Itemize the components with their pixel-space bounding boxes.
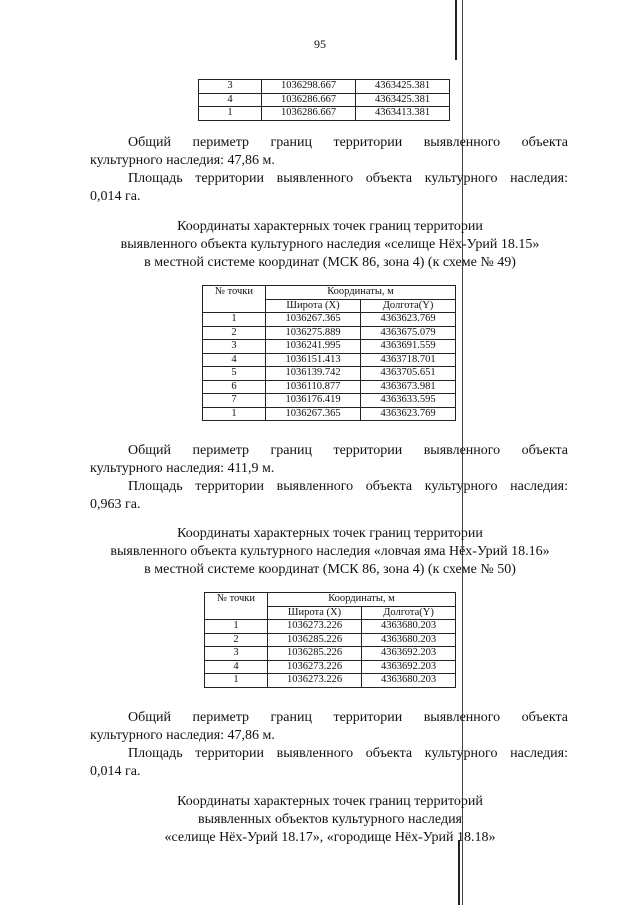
point-cell: 1	[205, 674, 268, 688]
latitude-cell: 1036110.877	[266, 380, 361, 394]
latitude-cell: 1036273.226	[268, 660, 362, 674]
perimeter-text-cont: культурного наследия: 47,86 м.	[90, 728, 275, 743]
longitude-cell: 4363718.701	[361, 353, 456, 367]
heading-line: выявленных объектов культурного наследия	[198, 812, 462, 827]
section-heading-2	[60, 525, 600, 579]
point-cell: 3	[203, 340, 266, 354]
point-cell: 4	[205, 660, 268, 674]
area-text-cont: 0,014 га.	[90, 764, 141, 779]
longitude-cell: 4363673.981	[361, 380, 456, 394]
perimeter-text: Общий периметр границ территории выявленного объекта	[128, 443, 568, 458]
section-heading-1	[60, 218, 600, 272]
heading-line: Координаты характерных точек границ территории	[177, 219, 483, 234]
latitude-cell: 1036298.667	[262, 80, 356, 94]
summary-block-3	[90, 709, 568, 781]
table-row	[205, 660, 456, 674]
longitude-cell: 4363425.381	[356, 80, 450, 94]
point-cell: 7	[203, 394, 266, 408]
header-latitude: Широта (X)	[266, 299, 361, 313]
header-longitude: Долгота(Y)	[361, 299, 456, 313]
table-row	[199, 107, 450, 121]
point-cell: 1	[199, 107, 262, 121]
latitude-cell: 1036267.365	[266, 407, 361, 421]
longitude-cell: 4363413.381	[356, 107, 450, 121]
latitude-cell: 1036267.365	[266, 313, 361, 327]
area-text: Площадь территории выявленного объекта культурного наследия:	[128, 479, 568, 494]
latitude-cell: 1036241.995	[266, 340, 361, 354]
point-cell: 4	[199, 93, 262, 107]
summary-block-1	[90, 134, 568, 206]
longitude-cell: 4363680.203	[362, 620, 456, 634]
longitude-cell: 4363675.079	[361, 326, 456, 340]
table-row	[199, 93, 450, 107]
area-text-cont: 0,963 га.	[90, 497, 141, 512]
header-latitude: Широта (X)	[268, 606, 362, 620]
table-row	[203, 340, 456, 354]
area-text: Площадь территории выявленного объекта культурного наследия:	[128, 171, 568, 186]
table-row	[203, 367, 456, 381]
coordinates-table-2	[204, 592, 456, 688]
table-row	[205, 674, 456, 688]
longitude-cell: 4363691.559	[361, 340, 456, 354]
area-text-cont: 0,014 га.	[90, 189, 141, 204]
longitude-cell: 4363680.203	[362, 633, 456, 647]
header-point-number: № точки	[205, 593, 268, 620]
scan-artifact-line	[458, 840, 460, 905]
longitude-cell: 4363680.203	[362, 674, 456, 688]
coordinates-table-continued	[198, 79, 450, 121]
point-cell: 1	[205, 620, 268, 634]
longitude-cell: 4363692.203	[362, 660, 456, 674]
longitude-cell: 4363633.595	[361, 394, 456, 408]
longitude-cell: 4363705.651	[361, 367, 456, 381]
point-cell: 2	[205, 633, 268, 647]
latitude-cell: 1036285.226	[268, 647, 362, 661]
heading-line: выявленного объекта культурного наследия «селище Нёх-Урий 18.15»	[120, 237, 540, 252]
perimeter-text: Общий периметр границ территории выявленного объекта	[128, 710, 568, 725]
longitude-cell: 4363692.203	[362, 647, 456, 661]
longitude-cell: 4363425.381	[356, 93, 450, 107]
heading-line: в местной системе координат (МСК 86, зона 4) (к схеме № 49)	[144, 255, 516, 270]
table-row	[205, 620, 456, 634]
perimeter-text-cont: культурного наследия: 47,86 м.	[90, 153, 275, 168]
table-row	[199, 80, 450, 94]
longitude-cell: 4363623.769	[361, 407, 456, 421]
latitude-cell: 1036285.226	[268, 633, 362, 647]
area-text: Площадь территории выявленного объекта культурного наследия:	[128, 746, 568, 761]
point-cell: 2	[203, 326, 266, 340]
latitude-cell: 1036139.742	[266, 367, 361, 381]
point-cell: 6	[203, 380, 266, 394]
point-cell: 1	[203, 407, 266, 421]
heading-line: Координаты характерных точек границ территорий	[177, 794, 483, 809]
table-row	[203, 407, 456, 421]
latitude-cell: 1036286.667	[262, 107, 356, 121]
coordinates-table-1	[202, 285, 456, 421]
point-cell: 3	[205, 647, 268, 661]
point-cell: 3	[199, 80, 262, 94]
latitude-cell: 1036273.226	[268, 674, 362, 688]
table-row	[203, 394, 456, 408]
latitude-cell: 1036286.667	[262, 93, 356, 107]
perimeter-text: Общий периметр границ территории выявленного объекта	[128, 135, 568, 150]
heading-line: в местной системе координат (МСК 86, зона 4) (к схеме № 50)	[144, 562, 516, 577]
table-row	[203, 326, 456, 340]
section-heading-3	[60, 793, 600, 847]
table-row	[205, 647, 456, 661]
heading-line: Координаты характерных точек границ территории	[177, 526, 483, 541]
point-cell: 4	[203, 353, 266, 367]
header-point-number: № точки	[203, 286, 266, 313]
latitude-cell: 1036273.226	[268, 620, 362, 634]
table-row	[203, 313, 456, 327]
perimeter-text-cont: культурного наследия: 411,9 м.	[90, 461, 275, 476]
table-row	[205, 633, 456, 647]
latitude-cell: 1036275.889	[266, 326, 361, 340]
page-number: 95	[314, 37, 326, 51]
header-longitude: Долгота(Y)	[362, 606, 456, 620]
latitude-cell: 1036176.419	[266, 394, 361, 408]
summary-block-2	[90, 442, 568, 514]
header-coordinates: Координаты, м	[268, 593, 456, 607]
heading-line: «селище Нёх-Урий 18.17», «городище Нёх-Урий 18.18»	[164, 830, 496, 845]
point-cell: 1	[203, 313, 266, 327]
longitude-cell: 4363623.769	[361, 313, 456, 327]
latitude-cell: 1036151.413	[266, 353, 361, 367]
table-row	[203, 353, 456, 367]
point-cell: 5	[203, 367, 266, 381]
table-row	[203, 380, 456, 394]
header-coordinates: Координаты, м	[266, 286, 456, 300]
heading-line: выявленного объекта культурного наследия «ловчая яма Нёх-Урий 18.16»	[110, 544, 550, 559]
